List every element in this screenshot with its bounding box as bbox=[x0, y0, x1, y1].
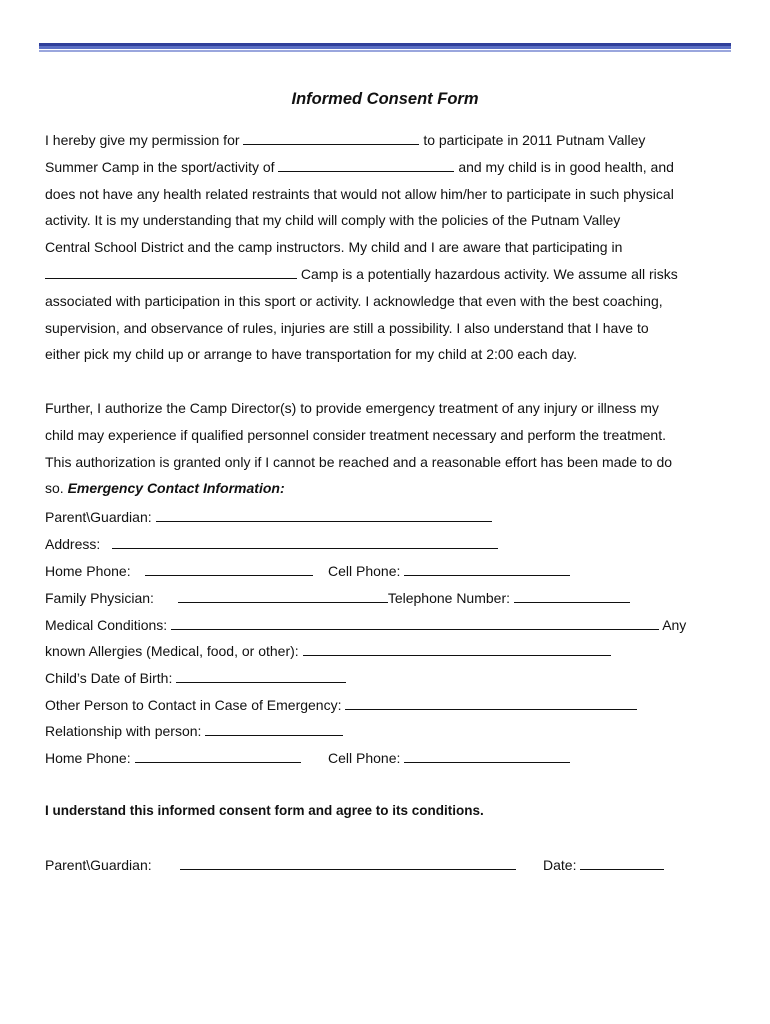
paragraph-line: does not have any health related restraints that would not allow him/her to participate in such physical bbox=[45, 185, 674, 202]
medical-conditions-field[interactable] bbox=[171, 615, 659, 630]
date-label: Date: bbox=[543, 857, 577, 873]
paragraph-line: This authorization is granted only if I cannot be reached and a reasonable effort has been made to do bbox=[45, 453, 673, 470]
telephone-number-label: Telephone Number: bbox=[387, 590, 510, 606]
cell-phone-2-field[interactable] bbox=[404, 748, 570, 763]
hazard-text: Camp is a potentially hazardous activity. We assume all risks bbox=[300, 265, 678, 282]
sport-activity-field[interactable] bbox=[278, 157, 454, 172]
home-phone-label: Home Phone: bbox=[45, 563, 131, 579]
parent-guardian-field[interactable] bbox=[156, 507, 492, 522]
health-text: and my child is in good health, and bbox=[458, 158, 674, 175]
form-title: Informed Consent Form bbox=[291, 90, 479, 108]
paragraph-line: supervision, and observance of rules, injuries are still a possibility. I also understand that I have to bbox=[45, 319, 649, 336]
cell-phone-2-group bbox=[328, 748, 570, 768]
relationship-row bbox=[45, 721, 343, 741]
parent-guardian-label: Parent\Guardian: bbox=[45, 509, 152, 525]
paragraph-line: associated with participation in this sport or activity. I acknowledge that even with the best coaching, bbox=[45, 292, 663, 309]
dob-row bbox=[45, 668, 346, 688]
emergency-contact-heading: Emergency Contact Information: bbox=[67, 480, 285, 497]
signature-row bbox=[45, 855, 516, 875]
paragraph-line: either pick my child up or arrange to have transportation for my child at 2:00 each day. bbox=[45, 346, 578, 363]
family-physician-label: Family Physician: bbox=[45, 590, 154, 606]
cell-phone-2-label: Cell Phone: bbox=[328, 750, 401, 766]
home-phone-2-field[interactable] bbox=[135, 748, 301, 763]
home-phone-2-row bbox=[45, 748, 301, 768]
dob-field[interactable] bbox=[176, 668, 346, 683]
paragraph-line bbox=[45, 154, 735, 181]
cell-phone-group bbox=[328, 561, 570, 581]
medical-conditions-label: Medical Conditions: bbox=[45, 617, 168, 633]
paragraph-line: child may experience if qualified personnel consider treatment necessary and perform the treatment. bbox=[45, 426, 666, 443]
header-rule bbox=[39, 43, 731, 52]
child-name-field[interactable] bbox=[243, 130, 419, 145]
address-field[interactable] bbox=[112, 534, 498, 549]
dob-label: Child’s Date of Birth: bbox=[45, 670, 173, 686]
permission-text: I hereby give my permission for bbox=[45, 132, 240, 148]
paragraph-line: Further, I authorize the Camp Director(s) to provide emergency treatment of any injury or illness my bbox=[45, 400, 659, 416]
paragraph-line bbox=[45, 127, 735, 154]
relationship-label: Relationship with person: bbox=[45, 723, 202, 739]
allergies-field[interactable] bbox=[303, 641, 611, 656]
telephone-number-field[interactable] bbox=[514, 588, 630, 603]
other-person-field[interactable] bbox=[345, 695, 637, 710]
cell-phone-field[interactable] bbox=[404, 561, 570, 576]
family-physician-row bbox=[45, 588, 630, 608]
paragraph-line: activity. It is my understanding that my child will comply with the policies of the Putnam Valley bbox=[45, 212, 621, 229]
so-text: so. bbox=[45, 480, 64, 497]
address-row bbox=[45, 534, 498, 554]
home-phone-2-label: Home Phone: bbox=[45, 750, 131, 766]
authorization-paragraph bbox=[45, 395, 735, 502]
camp-name-field[interactable] bbox=[45, 264, 297, 279]
medical-conditions-row bbox=[45, 615, 686, 635]
date-group bbox=[543, 855, 664, 875]
home-phone-field[interactable] bbox=[145, 561, 313, 576]
agreement-statement: I understand this informed consent form and agree to its conditions. bbox=[45, 803, 484, 818]
signature-parent-label: Parent\Guardian: bbox=[45, 857, 152, 873]
signature-field[interactable] bbox=[180, 855, 516, 870]
other-person-row bbox=[45, 695, 637, 715]
cell-phone-label: Cell Phone: bbox=[328, 563, 401, 579]
permission-text: to participate in 2011 Putnam Valley bbox=[423, 132, 646, 148]
any-text: Any bbox=[662, 617, 687, 633]
parent-guardian-row bbox=[45, 507, 492, 527]
date-field[interactable] bbox=[580, 855, 664, 870]
paragraph-line bbox=[45, 261, 735, 288]
paragraph-line bbox=[45, 475, 735, 502]
allergies-label: known Allergies (Medical, food, or other): bbox=[45, 643, 299, 659]
family-physician-field[interactable] bbox=[178, 588, 388, 603]
allergies-row bbox=[45, 641, 611, 661]
relationship-field[interactable] bbox=[205, 721, 343, 736]
sport-text: Summer Camp in the sport/activity of bbox=[45, 158, 275, 175]
permission-paragraph bbox=[45, 127, 735, 368]
paragraph-line: Central School District and the camp instructors. My child and I are aware that participating in bbox=[45, 239, 623, 256]
other-person-label: Other Person to Contact in Case of Emergency: bbox=[45, 697, 342, 713]
home-phone-row bbox=[45, 561, 313, 581]
address-label: Address: bbox=[45, 536, 101, 552]
